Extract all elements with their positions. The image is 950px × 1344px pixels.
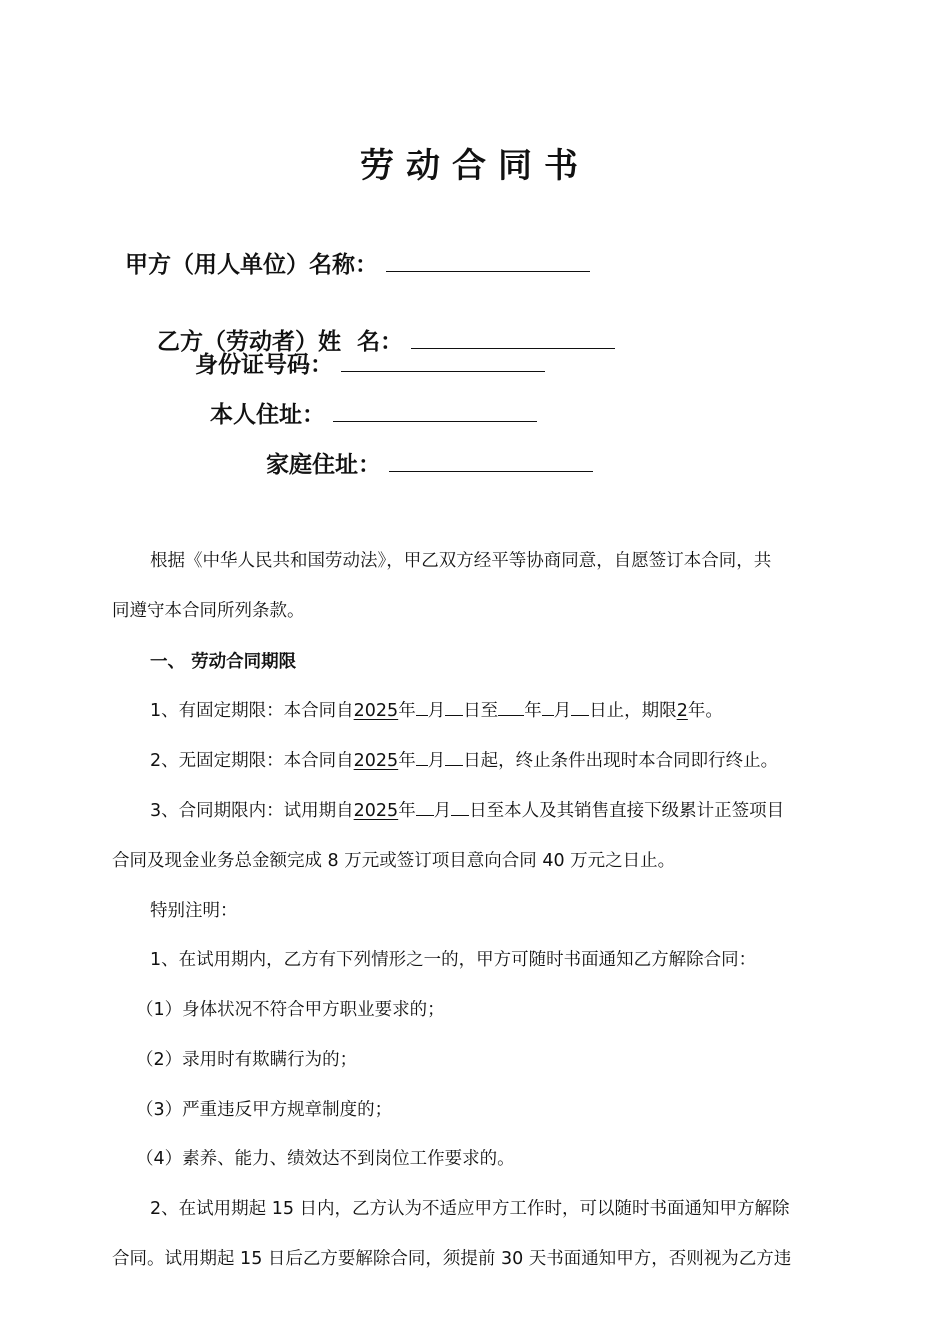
term-item-2-year-unit: 年 xyxy=(398,751,416,771)
term-item-1-month-unit: 月 xyxy=(427,701,446,721)
home-address-blank xyxy=(389,449,593,472)
intro-line-2: 同遵守本合同所列条款。 xyxy=(112,601,305,621)
notes-sub-2: （2）录用时有欺瞒行为的； xyxy=(136,1050,358,1070)
employer-name-field xyxy=(125,246,590,279)
term-item-1-month-unit-2: 月 xyxy=(553,701,572,721)
term-item-1-year: 2025 xyxy=(353,701,399,721)
term-item-3-line-2: 合同及现金业务总金额完成 8 万元或签订项目意向合同 40 万元之日止。 xyxy=(112,851,676,871)
address-blank xyxy=(333,399,537,422)
term-item-3-year-unit: 年 xyxy=(398,801,416,821)
term-item-2 xyxy=(150,747,778,772)
address-field xyxy=(210,396,537,429)
notes-heading: 特别注明： xyxy=(150,901,238,921)
home-address-label: 家庭住址： xyxy=(266,452,381,478)
term-item-3-year: 2025 xyxy=(353,801,399,821)
blank xyxy=(451,799,469,816)
blank xyxy=(571,699,589,716)
home-address-field xyxy=(266,446,593,479)
id-number-field xyxy=(195,346,545,379)
term-item-1-end: 年。 xyxy=(687,701,723,721)
blank xyxy=(542,699,554,716)
blank xyxy=(445,749,463,766)
notes-sub-4: （4）素养、能力、绩效达不到岗位工作要求的。 xyxy=(136,1149,515,1169)
term-item-1-years: 2 xyxy=(676,701,688,721)
notes-sub-1: （1）身体状况不符合甲方职业要求的； xyxy=(136,1000,445,1020)
document-title: 劳动合同书 xyxy=(360,146,590,186)
employer-name-label: 甲方（用人单位）名称： xyxy=(125,252,378,278)
term-item-2-year: 2025 xyxy=(353,751,399,771)
blank xyxy=(416,699,428,716)
term-item-2-end: 日起，终止条件出现时本合同即行终止。 xyxy=(463,751,779,771)
employee-name-label: 乙方（劳动者）姓 名： xyxy=(157,329,404,355)
section-1-heading: 一、 劳动合同期限 xyxy=(150,652,297,672)
term-item-3-month-unit: 月 xyxy=(433,801,452,821)
blank xyxy=(498,699,524,716)
notes-sub-3: （3）严重违反甲方规章制度的； xyxy=(136,1100,393,1120)
term-item-1-text: 1、有固定期限：本合同自 xyxy=(150,701,354,721)
notes-item-1: 1、在试用期内，乙方有下列情形之一的，甲方可随时书面通知乙方解除合同： xyxy=(150,950,757,970)
term-item-1-year-unit-2: 年 xyxy=(524,701,542,721)
term-item-3-text: 3、合同期限内：试用期自 xyxy=(150,801,354,821)
term-item-3 xyxy=(150,797,784,822)
id-number-label: 身份证号码： xyxy=(195,352,333,378)
term-item-1-day-to: 日至 xyxy=(463,701,499,721)
employer-name-blank xyxy=(386,249,590,272)
term-item-2-month-unit: 月 xyxy=(427,751,446,771)
notes-item-2-line-2: 合同。试用期起 15 日后乙方要解除合同，须提前 30 天书面通知甲方，否则视为乙方违 xyxy=(112,1249,792,1269)
term-item-2-text: 2、无固定期限：本合同自 xyxy=(150,751,354,771)
term-item-3-end: 日至本人及其销售直接下级累计正签项目 xyxy=(469,801,785,821)
blank xyxy=(416,799,434,816)
address-label: 本人住址： xyxy=(210,402,325,428)
notes-item-2-line-1: 2、在试用期起 15 日内，乙方认为不适应甲方工作时，可以随时书面通知甲方解除 xyxy=(150,1199,790,1219)
term-item-1-year-unit: 年 xyxy=(398,701,416,721)
intro-line-1: 根据《中华人民共和国劳动法》，甲乙双方经平等协商同意，自愿签订本合同，共 xyxy=(150,551,772,571)
blank xyxy=(416,749,428,766)
id-number-blank xyxy=(341,349,545,372)
blank xyxy=(445,699,463,716)
term-item-1 xyxy=(150,697,723,722)
term-item-1-period: 日止，期限 xyxy=(589,701,677,721)
